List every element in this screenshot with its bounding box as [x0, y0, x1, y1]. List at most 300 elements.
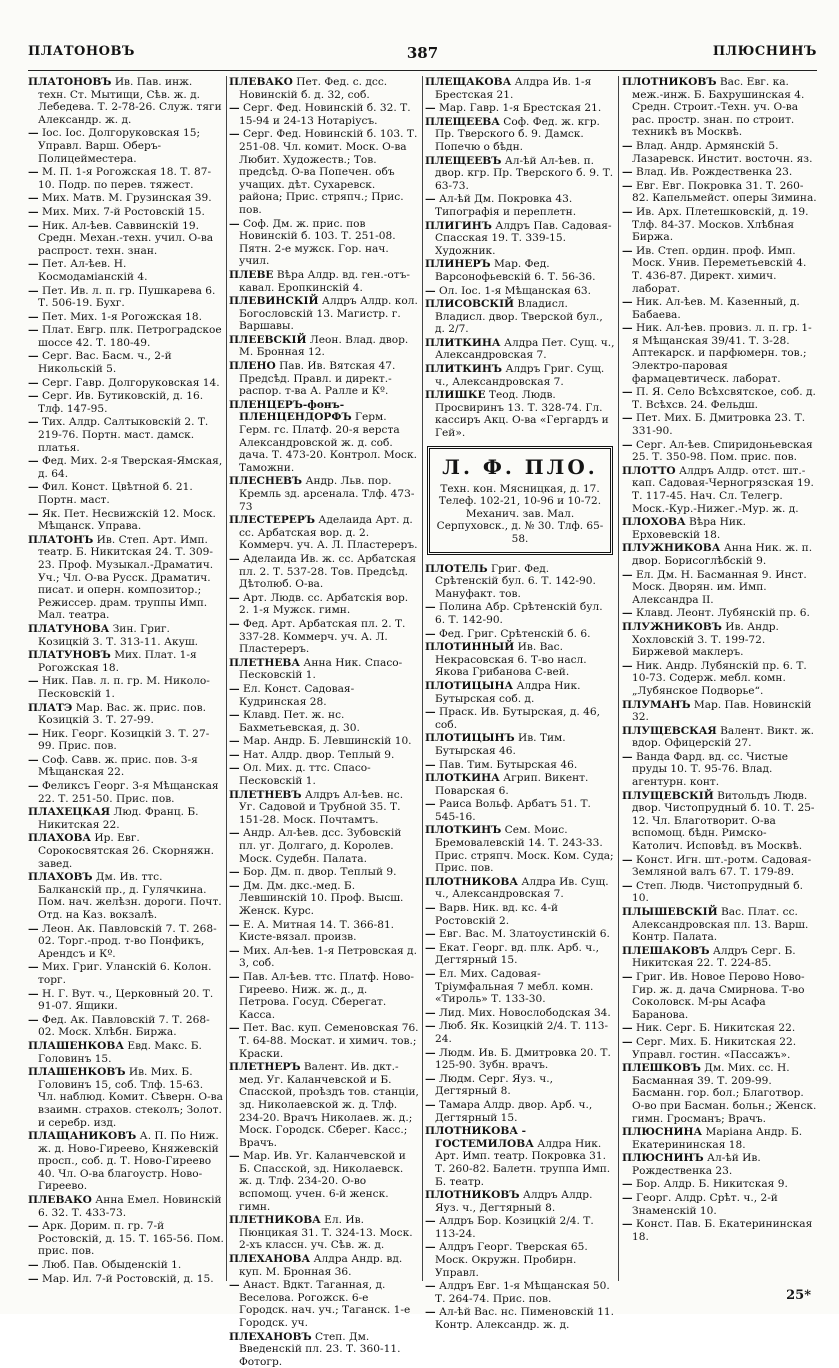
column-3 — [425, 76, 615, 1332]
directory-entry — [622, 296, 817, 321]
entry-details: Алдръ Ал-ѣев. нс. Уг. Садовой и Трубной 35. Т. 151-28. Моск. Почтамтъ. — [239, 788, 404, 826]
entry-surname: — — [28, 166, 39, 179]
entry-surname: — — [622, 970, 633, 983]
directory-entry — [425, 680, 615, 705]
directory-entry — [28, 127, 224, 165]
entry-surname: — — [425, 1006, 436, 1019]
entry-details: Тамара Алдр. двор. Арб. ч., Дегтярный 15. — [435, 1098, 593, 1124]
entry-details: Алдра Ив. Сущ. ч., Александровская 7. — [435, 875, 609, 901]
entry-details: Клавд. Леонт. Лубянскій пр. 6. — [635, 607, 810, 620]
entry-details: Вѣра Алдр. вд. ген.-отъ-кавал. Еропкинскій 4. — [239, 268, 410, 294]
entry-details: Евд. Макс. Б. Головинъ 15. — [38, 1039, 202, 1065]
directory-entry — [425, 337, 615, 362]
advert-line: Техн. кон. Мясницкая, д. 17. — [440, 482, 600, 495]
entry-surname: — — [229, 879, 240, 892]
directory-entry — [229, 295, 419, 333]
entry-surname: ПЛАХЕЦКАЯ — [28, 806, 111, 819]
entry-details: Арт. Людв. сс. Арбатскія вор. 2. 1-я Мужск. гимн. — [239, 591, 409, 617]
entry-surname: ПЛАТЭ — [28, 701, 73, 714]
directory-entry — [229, 919, 419, 944]
entry-surname: — — [622, 139, 633, 152]
entry-surname: — — [425, 798, 436, 811]
directory-entry — [425, 1007, 615, 1020]
entry-details: Мар. Вас. ж. прис. пов. Козицкій 3. Т. 27-99. — [38, 701, 206, 727]
entry-surname: ПЛЕШАКОВЪ — [622, 944, 710, 957]
directory-entry — [425, 193, 615, 218]
directory-entry — [28, 1066, 224, 1129]
entry-surname: — — [622, 568, 633, 581]
entry-details: Мар. Ив. Уг. Каланчевской и Б. Спасской, зд. Николаевск. ж. д. Тлф. 234-20. О-во вспомощ. учен. 6-й женск. гимн. — [239, 1150, 406, 1213]
entry-details: Серг. Ал-ѣев. Спиридоньевская 25. Т. 350-98. Пом. прис. пов. — [632, 438, 813, 464]
directory-entry — [425, 942, 615, 967]
directory-entry — [28, 649, 224, 674]
directory-entry — [28, 806, 224, 831]
directory-entry — [622, 465, 817, 515]
entry-details: Е. А. Митная 14. Т. 366-81. Кисте-вязал. произв. — [239, 918, 395, 944]
directory-entry — [229, 399, 419, 475]
entry-details: Ник. Георг. Козицкій 3. Т. 27-99. Прис. пов. — [38, 727, 210, 753]
entry-details: Влад. Андр. Армянскій 5. Лазаревск. Инстит. восточн. яз. — [632, 139, 813, 165]
entry-surname: ПЛЕТНЕВЪ — [229, 788, 302, 801]
directory-entry — [229, 553, 419, 591]
entry-surname: ПЛОТКИНЪ — [425, 824, 502, 837]
entry-details: Маріана Андр. Б. Екатерининская 18. — [632, 1126, 803, 1151]
entry-surname: ПЛИТКИНА — [425, 336, 501, 349]
entry-surname: — — [28, 1013, 39, 1026]
directory-entry — [622, 660, 817, 698]
entry-details: Н. Г. Вут. ч., Церковный 20. Т. 91-07. Ящики. — [38, 987, 214, 1013]
entry-surname: ПЛИТКИНЪ — [425, 363, 503, 376]
directory-entry — [229, 360, 419, 398]
entry-surname: ПЛОТНИКОВЪ — [425, 1189, 520, 1202]
column-1 — [28, 76, 224, 1285]
directory-entry — [28, 481, 224, 506]
directory-entry — [28, 702, 224, 727]
directory-entry — [622, 516, 817, 541]
entry-details: Пет. Фед. с. дсс. Новинскій б. д. 32, соб. — [239, 76, 388, 101]
directory-entry — [229, 218, 419, 268]
entry-details: Ник. Серг. Б. Никитская 22. — [635, 1022, 796, 1035]
entry-details: Григ. Ив. Новое Перово Ново-Гир. ж. д. дача Смирнова. Т-во Соколовск. М-ры Асафа Баранова. — [632, 970, 805, 1021]
entry-details: Алдръ Алдр. кол. Богословскій 13. Магистр. г. Варшавы. — [239, 295, 418, 333]
directory-entry — [229, 762, 419, 787]
directory-entry — [28, 350, 224, 375]
entry-surname: ПЛОХОВА — [622, 516, 686, 529]
entry-details: Григ. Фед. Срѣтенскій бул. 6. Т. 142-90. Мануфакт. тов. — [435, 562, 596, 600]
entry-details: Герм. Герм. гс. Платф. 20-я верста Александровской ж. д. соб. дача. Т. 473-20. Контрол. Моск. Таможни. — [239, 411, 417, 474]
entry-details: Серг. Гавр. Долгоруковская 14. — [41, 376, 220, 389]
entry-details: Конст. Игн. шт.-ротм. Садовая-Земляной валъ 67. Т. 179-89. — [632, 853, 812, 879]
entry-surname: — — [28, 727, 39, 740]
entry-surname: — — [425, 284, 436, 297]
entry-surname: ПЛЕЩАКОВА — [425, 76, 512, 88]
directory-entry — [28, 508, 224, 533]
entry-surname: ПЛАТУНОВА — [28, 622, 110, 635]
directory-entry — [622, 439, 817, 464]
entry-surname: — — [28, 258, 39, 271]
advert-line: Телеф. 102-21, 10-96 и 10-72. — [438, 495, 602, 508]
entry-surname: — — [622, 179, 633, 192]
entry-details: Анна Ник. ж. п. двор. Борисоглѣбскій 9. — [632, 542, 813, 567]
entry-surname: ПЛЮСНИНЪ — [622, 1152, 704, 1165]
entry-details: Бор. Дм. п. двор. Теплый 9. — [242, 866, 397, 879]
entry-surname: — — [28, 350, 39, 363]
directory-entry — [425, 1241, 615, 1279]
directory-entry — [28, 416, 224, 454]
entry-surname: ПЛЕХАНОВЪ — [229, 1330, 312, 1343]
entry-surname: — — [28, 675, 39, 688]
directory-entry — [425, 102, 615, 115]
entry-surname: — — [229, 748, 240, 761]
header-rule — [28, 70, 817, 71]
entry-details: Алдръ Бор. Козицкій 2/4. Т. 113-24. — [435, 1215, 594, 1240]
directory-entry — [229, 709, 419, 734]
entry-details: Ив. Степ. ордин. проф. Имп. Моск. Унив. Переметьевскій 4. Т. 436-87. Директ. химич. лаборат. — [632, 244, 807, 295]
directory-entry — [425, 258, 615, 283]
entry-details: Ив. Арх. Плетешковскій, д. 19. Тлф. 84-37. Москов. Хлѣбная Биржа. — [632, 205, 809, 244]
entry-details: Нат. Алдр. двор. Теплый 9. — [242, 748, 395, 761]
directory-entry — [425, 363, 615, 388]
entry-details: Плат. Евгр. плк. Петроградское шоссе 42. Т. 180-49. — [38, 324, 222, 349]
entry-surname: ПЛЕЕВСКІЙ — [229, 333, 307, 346]
entry-details: Іос. Іос. Долгоруковская 15; Управл. Варш. Оберъ-Полицейместера. — [38, 127, 201, 165]
entry-details: Аделаида Арт. д. сс. Арбатская вор. д. 2. Коммерч. уч. А. Л. Пластереръ. — [239, 514, 418, 552]
directory-entry — [425, 563, 615, 601]
directory-entry — [425, 76, 615, 101]
entry-surname: — — [28, 1272, 39, 1285]
column-divider — [618, 76, 619, 1281]
entry-details: Пав. Ив. Вятская 47. Предсѣд. Правл. и директ.-распор. т-ва А. Ралле и Кº. — [239, 360, 396, 398]
entry-details: Тих. Алдр. Салтыковскій 2. Т. 219-76. Портн. маст. дамск. платья. — [38, 416, 209, 454]
directory-entry — [28, 923, 224, 961]
directory-entry — [28, 1040, 224, 1065]
directory-entry — [229, 789, 419, 827]
entry-surname: — — [425, 758, 436, 771]
entry-surname: — — [28, 376, 39, 389]
entry-surname: — — [28, 284, 39, 297]
entry-details: Мих. Мих. 7-й Ростовскій 15. — [41, 205, 205, 218]
entry-details: Клавд. Пет. ж. нс. Бахметьевская, д. 30. — [239, 709, 360, 734]
entry-details: Праск. Ив. Бутырская, д. 46, соб. — [435, 706, 601, 731]
directory-entry — [229, 1253, 419, 1278]
entry-surname: — — [28, 219, 39, 232]
header-right-word: ПЛЮСНИНЪ — [712, 44, 817, 59]
directory-entry — [28, 324, 224, 349]
directory-entry — [425, 285, 615, 298]
entry-surname: ПЛУЩЕВСКІЙ — [622, 789, 714, 802]
directory-entry — [229, 1214, 419, 1252]
directory-entry — [622, 854, 817, 879]
entry-details: Серг. Ив. Бутиковскій, д. 16. Тлф. 147-95. — [38, 390, 204, 415]
entry-details: Алдръ Алдр. Яуз. ч., Дегтярный 8. — [435, 1189, 593, 1214]
directory-entry — [229, 971, 419, 1021]
entry-details: Ник. Андр. Лубянскій пр. 6. Т. 10-73. Содерж. мебл. комн. „Лубянское Подворье“. — [632, 659, 807, 697]
directory-entry — [425, 1125, 615, 1188]
entry-surname: ПЛАТОНЪ — [28, 533, 94, 546]
directory-entry — [425, 155, 615, 193]
entry-surname: — — [622, 750, 633, 763]
entry-surname: — — [28, 390, 39, 403]
entry-details: Ванда Фард. вд. сс. Чистые пруды 10. Т. 95-76. Влад. агентурн. конт. — [632, 750, 789, 789]
entry-surname: — — [622, 386, 633, 399]
directory-entry — [28, 675, 224, 700]
entry-details: Алдра Андр. вд. куп. М. Бронная 36. — [239, 1253, 403, 1278]
directory-entry — [28, 1194, 224, 1219]
directory-entry — [28, 1259, 224, 1272]
entry-surname: — — [622, 244, 633, 257]
entry-surname: ПЛУМАНЪ — [622, 698, 691, 711]
directory-entry — [622, 790, 817, 853]
directory-entry — [229, 880, 419, 918]
entry-details: Ник. Ал-ѣев. провиз. л. п. гр. 1-я Мѣщанская 39/41. Т. 3-28. Аптекарск. и парфюмерн. тов.; Электро-паровая фармацевтическ. лаборат. — [632, 322, 812, 385]
entry-details: Мар. Андр. Б. Левшинскій 10. — [242, 735, 412, 748]
entry-surname: ПЛЕВАКО — [28, 1194, 92, 1207]
entry-details: Алдръ Алдр. отст. шт.-кап. Садовая-Черногрязская 19. Т. 117-45. Нач. Сл. Телегр. Моск.-Кур.-Нижег.-Мур. ж. д. — [632, 464, 814, 515]
entry-details: Соф. Савв. ж. прис. пов. 3-я Мѣщанская 22. — [38, 753, 198, 779]
entry-surname: — — [622, 412, 633, 425]
directory-entry — [28, 728, 224, 753]
entry-surname: — — [425, 706, 436, 719]
advertisement-box — [427, 446, 613, 555]
entry-surname: ПЛЕВИНСКІЙ — [229, 295, 319, 308]
entry-surname: — — [622, 322, 633, 335]
entry-surname: — — [229, 762, 240, 775]
entry-surname: ПЛЕШКОВЪ — [622, 1062, 701, 1075]
directory-entry — [425, 928, 615, 941]
directory-entry — [229, 1061, 419, 1149]
entry-surname: — — [28, 780, 39, 793]
entry-details: Мих. Григ. Уланскій 6. Колон. торг. — [38, 961, 212, 986]
entry-details: Пет. Мих. 1-я Рогожская 18. — [41, 310, 203, 323]
entry-details: Раиса Вольф. Арбатъ 51. Т. 545-16. — [435, 798, 591, 823]
directory-entry — [425, 1047, 615, 1072]
directory-entry — [28, 455, 224, 480]
entry-surname: — — [229, 591, 240, 604]
entry-surname: — — [622, 1218, 633, 1231]
directory-entry — [622, 245, 817, 295]
entry-details: Соф. Фед. ж. кгр. Пр. Тверского б. 9. Дамск. Попечю о бѣдн. — [435, 115, 600, 153]
entry-surname: — — [229, 1150, 240, 1163]
entry-details: Евг. Вас. М. Златоустинскій 6. — [438, 928, 610, 941]
directory-entry — [229, 128, 419, 216]
entry-surname: — — [622, 1192, 633, 1205]
entry-details: Ел. Дм. Н. Басманная 9. Инст. Моск. Дворян. им. Имп. Александра II. — [632, 568, 807, 606]
directory-entry — [622, 621, 817, 659]
directory-entry — [229, 749, 419, 762]
directory-entry — [28, 220, 224, 258]
entry-details: Ал-ѣй Вас. нс. Пименовскій 11. Контр. Александр. ж. д. — [435, 1306, 615, 1332]
entry-surname: — — [425, 601, 436, 614]
entry-surname: ПЛУЖНИКОВЪ — [622, 620, 722, 633]
directory-entry — [622, 1218, 817, 1243]
entry-details: Серг. Фед. Новинскій б. 32. Т. 15-94 и 24-13 Нотаріусъ. — [239, 102, 411, 127]
directory-entry — [622, 180, 817, 205]
entry-surname: — — [28, 416, 39, 429]
entry-details: Фед. Ак. Павловскій 7. Т. 268-02. Моск. Хлѣбн. Биржа. — [38, 1013, 210, 1039]
directory-entry — [28, 534, 224, 622]
entry-details: П. Я. Село Всѣхсвятское, соб. д. Т. Всѣхсв. 24. Фельдш. — [632, 386, 816, 411]
directory-entry — [622, 1126, 817, 1151]
entry-surname: — — [425, 1020, 436, 1033]
entry-details: А. П. По Ниж. ж. д. Ново-Гиреево, Княжевскій просп., соб. д. Т. Ново-Гиреево 40. Чл. О-ва благоустр. Ново-Гиреево. — [38, 1130, 219, 1193]
entry-surname: — — [425, 1241, 436, 1254]
directory-entry — [229, 514, 419, 552]
directory-entry — [28, 390, 224, 415]
directory-entry — [229, 945, 419, 970]
directory-entry — [28, 1014, 224, 1039]
entry-surname: — — [28, 127, 39, 140]
entry-details: Витольдъ Людв. двор. Чистопрудный б. 10. Т. 25-12. Чл. Благотворит. О-ва вспомощ. бѣдн. Римско-Католич. Исповѣд. въ Москвѣ. — [632, 789, 815, 853]
entry-surname: — — [622, 1178, 633, 1191]
directory-entry — [229, 269, 419, 294]
entry-details: Валент. Ив. дкт.-мед. Уг. Каланчевской и Б. Спасской, проѣздъ тов. станціи, зд. Николаевской ж. д. Тлф. 234-20. Врачъ Николаев. ж. д.; Моск. Городск. Сберег. Касс.; Врачъ. — [239, 1061, 419, 1149]
entry-details: М. П. 1-я Рогожская 18. Т. 87-10. Подр. по перев. тяжест. — [38, 166, 212, 191]
directory-entry — [425, 641, 615, 679]
entry-details: Анна Емел. Новинскій 6. 32. Т. 433-73. — [38, 1194, 222, 1219]
directory-entry — [622, 880, 817, 905]
entry-details: Мар. Фед. Варсонофьевскій 6. Т. 56-36. — [435, 258, 596, 283]
entry-details: Андр. Ал-ѣев. дсс. Зубовскій пл. уг. Долгаго, д. Королев. Моск. Судебн. Палата. — [239, 827, 402, 865]
entry-details: Мар. Ил. 7-й Ростовскій, д. 15. — [41, 1272, 214, 1285]
entry-surname: — — [622, 607, 633, 620]
column-divider — [226, 76, 227, 1281]
entry-surname: — — [28, 1259, 39, 1272]
entry-details: Мар. Гавр. 1-я Брестская 21. — [438, 102, 602, 115]
entry-details: Фед. Арт. Арбатская пл. 2. Т. 337-28. Коммерч. уч. А. Л. Пластереръ. — [239, 617, 406, 656]
directory-entry — [28, 192, 224, 205]
directory-entry — [425, 601, 615, 626]
entry-details: Соф. Дм. ж. прис. пов Новинскій б. 103. Т. 251-08. Пятн. 2-е мужск. Гор. нач. учил. — [239, 217, 396, 268]
entry-surname: — — [229, 552, 240, 565]
entry-surname: — — [622, 853, 633, 866]
entry-details: Вѣра Ник. Ерховевскій 18. — [632, 516, 746, 541]
entry-details: Ив. Степ. Арт. Имп. театр. Б. Никитская 24. Т. 309-23. Проф. Музыкал.-Драматич. Уч.; Чл. О-ва Русск. Драматич. писат. и оперн. композитор.; Режиссер. драм. труппы Имп. Мал. театра. — [38, 533, 214, 622]
entry-details: Пет. Ив. л. п. гр. Пушкарева 6. Т. 506-19. Бухг. — [38, 284, 216, 310]
directory-entry — [28, 166, 224, 191]
directory-entry — [229, 76, 419, 101]
directory-entry — [28, 1273, 224, 1286]
entry-surname: ПЛЕСНЕВЪ — [229, 475, 303, 488]
entry-surname: ПЛЕЩЕЕВЪ — [425, 154, 502, 167]
directory-entry — [425, 389, 615, 439]
entry-surname: — — [425, 627, 436, 640]
entry-details: Серг. Вас. Басм. ч., 2-й Никольскій 5. — [38, 350, 172, 376]
directory-entry — [28, 206, 224, 219]
entry-details: Дм. Дм. дкс.-мед. Б. Левшинскій 10. Проф. Высш. Женск. Курс. — [239, 879, 404, 917]
entry-details: Ир. Евг. Сорокосвятская 26. Скорняжн. завед. — [38, 832, 215, 870]
entry-details: Ал-ѣй Дм. Покровка 43. Типографія и переплетн. — [435, 193, 577, 218]
entry-surname: — — [425, 1215, 436, 1228]
entry-surname: — — [28, 507, 39, 520]
entry-surname: — — [229, 1022, 240, 1035]
entry-details: Серг. Мих. Б. Никитская 22. Управл. гостин. «Пассажъ». — [632, 1035, 797, 1061]
directory-entry — [425, 220, 615, 258]
entry-surname: — — [229, 944, 240, 957]
directory-entry — [425, 298, 615, 336]
entry-surname: — — [28, 455, 39, 468]
entry-details: Георг. Алдр. Срѣт. ч., 2-й Знаменскій 10. — [632, 1192, 778, 1217]
entry-details: Мих. Матв. М. Грузинская 39. — [41, 192, 212, 205]
directory-entry — [622, 412, 817, 437]
entry-surname: — — [622, 166, 633, 179]
entry-surname: — — [622, 879, 633, 892]
entry-surname: — — [28, 753, 39, 766]
directory-entry — [622, 569, 817, 607]
entry-details: Ник. Пав. л. п. гр. М. Николо-Песковскій 1. — [38, 675, 210, 700]
entry-surname: ПЛИГИНЪ — [425, 219, 492, 232]
directory-entry — [229, 1150, 419, 1213]
entry-details: Люд. Франц. Б. Никитская 22. — [38, 806, 199, 831]
directory-entry — [425, 772, 615, 797]
entry-details: Ол. Мих. д. ттс. Спасо-Песковскій 1. — [239, 762, 371, 788]
entry-surname: ПЛОТЕЛЬ — [425, 562, 488, 575]
directory-entry — [622, 386, 817, 411]
entry-details: Леон. Ак. Павловскій 7. Т. 268-02. Торг.-прод. т-во Понфикъ, Арендсъ и Кº. — [38, 922, 217, 960]
entry-details: Ел. Мих. Садовая-Тріумфальная 7 мебл. комн. «Тироль» Т. 133-30. — [435, 968, 594, 1006]
directory-entry — [229, 1331, 419, 1368]
directory-entry — [425, 1020, 615, 1045]
entry-details: Степ. Людв. Чистопрудный б. 10. — [632, 879, 803, 905]
entry-details: Анаст. Вдкт. Таганная, д. Веселова. Рогожск. 6-е Городск. нач. уч.; Таганск. 1-е Городск. уч. — [239, 1279, 411, 1329]
entry-details: Люб. Пав. Обыденскій 1. — [41, 1259, 182, 1272]
directory-entry — [425, 732, 615, 757]
entry-surname: ПЛУЩЕВСКАЯ — [622, 724, 717, 737]
entry-details: Ив. Мих. Б. Головинъ 15, соб. Тлф. 15-63. Чл. наблюд. Комит. Сѣверн. О-ва взаимн. страхов. стеколъ; Золот. и серебр. изд. — [38, 1066, 223, 1129]
directory-entry — [622, 1178, 817, 1191]
entry-details: Людм. Ив. Б. Дмитровка 20. Т. 125-90. Зубн. врачъ. — [435, 1046, 611, 1072]
directory-entry — [229, 866, 419, 879]
entry-details: Алдръ Георг. Тверская 65. Моск. Окружн. Пробирн. Управл. — [435, 1241, 588, 1279]
entry-details: Леон. Влад. двор. М. Бронная 12. — [239, 333, 409, 359]
entry-details: Ник. Ал-ѣев. М. Казенный, д. Бабаева. — [632, 296, 800, 321]
column-2 — [229, 76, 419, 1368]
directory-entry — [425, 1073, 615, 1098]
entry-details: Степ. Дм. Введенскій пл. 23. Т. 360-11. Фотогр. — [239, 1330, 401, 1368]
entry-surname: — — [229, 918, 240, 931]
column-4 — [622, 76, 817, 1281]
entry-surname: ПЛОТНИКОВА - ГОСТЕМИЛОВА — [425, 1125, 534, 1150]
entry-surname: ПЛОТТО — [622, 464, 676, 477]
directory-entry — [229, 683, 419, 708]
entry-surname: — — [622, 205, 633, 218]
entry-surname: ПЛИНЕРЪ — [425, 258, 491, 271]
entry-details: Ел. Ив. Пюнцикая 31. Т. 324-13. Моск. 2-хъ классн. уч. Сѣв. ж. д. — [239, 1214, 413, 1252]
entry-surname: ПЛАТУНОВЪ — [28, 649, 111, 662]
directory-entry — [28, 871, 224, 921]
entry-surname: ПЛЕХАНОВА — [229, 1253, 311, 1266]
entry-surname: — — [425, 1072, 436, 1085]
entry-surname: — — [229, 617, 240, 630]
entry-details: Ив. Андр. Хохловскій 3. Т. 199-72. Биржевой маклеръ. — [632, 620, 779, 659]
entry-details: Дм. Мих. сс. Н. Басманная 39. Т. 209-99. Басманн. гор. бол.; Благотвор. О-во при Басман. больн.; Женск. гимн. Гросманъ; Врачъ. — [632, 1062, 817, 1125]
directory-entry — [28, 961, 224, 986]
entry-details: Бор. Алдр. Б. Никитская 9. — [635, 1178, 788, 1191]
directory-entry — [229, 827, 419, 865]
entry-details: Арк. Дорим. п. гр. 7-й Ростовскій, д. 15. Т. 165-56. Пом. прис. пов. — [38, 1220, 224, 1258]
entry-surname: ПЛЕТНЕВА — [229, 656, 300, 669]
entry-surname: ПЛАЩАНИКОВЪ — [28, 1130, 137, 1143]
entry-details: Ник. Ал-ѣев. Саввинскій 19. Средн. Механ.-техн. учил. О-ва распрост. техн. знан. — [38, 219, 214, 257]
directory-entry — [425, 1189, 615, 1214]
entry-surname: — — [28, 324, 39, 337]
entry-surname: — — [425, 193, 436, 206]
entry-surname: ПЛОТНИКОВЪ — [622, 76, 717, 88]
directory-entry — [622, 699, 817, 724]
entry-surname: — — [28, 1220, 39, 1233]
directory-entry — [622, 1022, 817, 1035]
directory-entry — [425, 1215, 615, 1240]
directory-entry — [622, 906, 817, 944]
